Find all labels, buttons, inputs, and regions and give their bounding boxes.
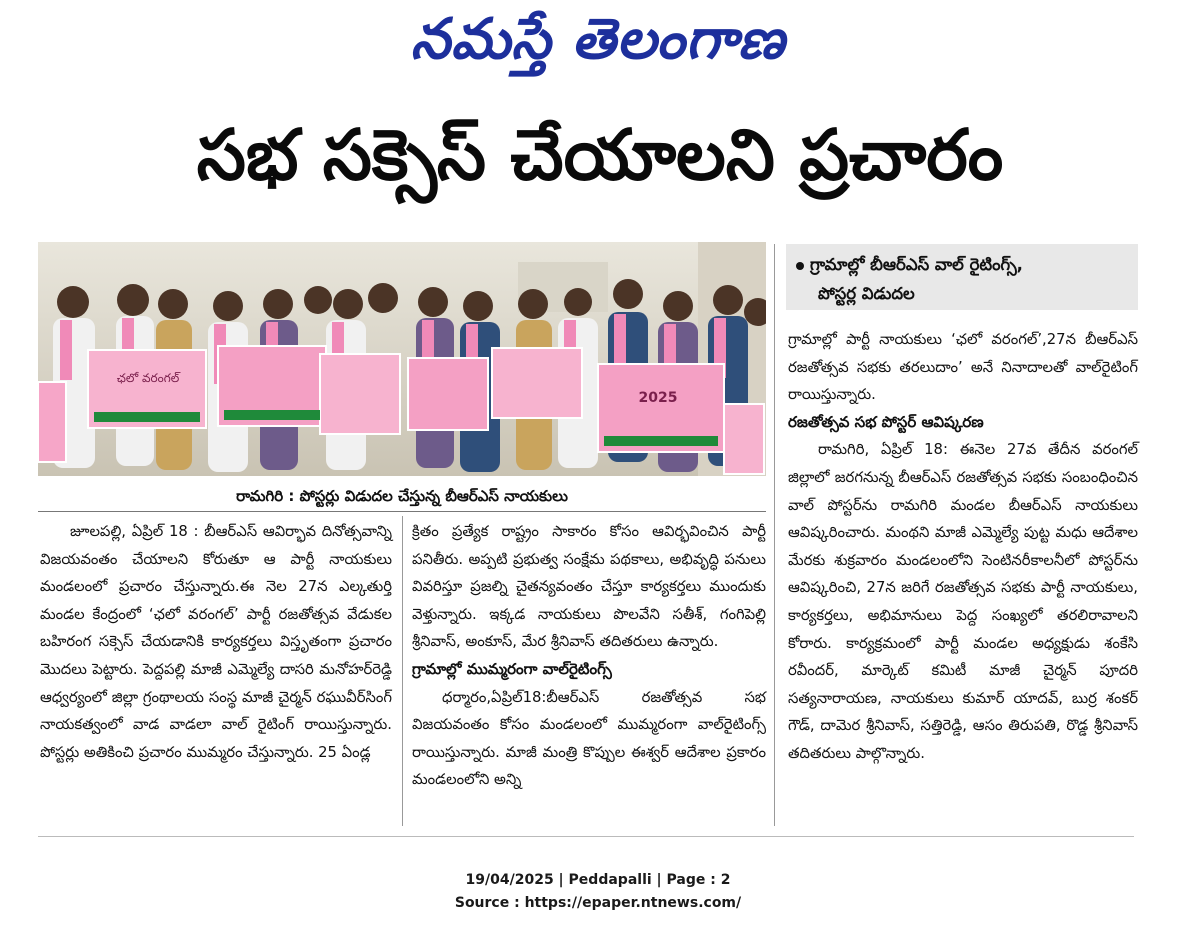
newspaper-masthead: నమస్తే తెలంగాణ (410, 6, 786, 72)
column-divider-2 (774, 244, 775, 826)
photo-caption: రామగిరి : పోస్టర్లు విడుదల చేస్తున్న బీఆర్ఎస్ నాయకులు (236, 487, 568, 505)
news-photo (38, 242, 766, 476)
article-column-3 (788, 326, 1138, 768)
column3-subhead: రజతోత్సవ సభ పోస్టర్ ఆవిష్కరణ (788, 412, 984, 431)
column2-subhead: గ్రామాల్లో ముమ్మరంగా వాల్‌రైటింగ్స్ (412, 659, 612, 678)
article-column-1 (40, 518, 392, 766)
column2-paragraph-1: క్రితం ప్రత్యేక రాష్ట్రం సాకారం కోసం ఆవిర్భవించిన పార్టీ పనితీరు. అప్పటి ప్రభుత్వ సంక్షేమ పథకాలు, అభివృద్ధి పనులు వివరిస్తూ ప్రజల్ని చైతన్యవంతం చేస్తూ కార్యకర్తలు ముందుకు వెళ్తున్నారు. ఇక్కడ నాయకులు పొలవేని సతీశ్, గంగిపెల్లి శ్రీనివాస్, అంకూస్, మేర శ్రీనివాస్ తదితరులు ఉన్నారు. (412, 523, 766, 651)
footer-divider (38, 836, 1134, 837)
poster-year: 2025 (638, 390, 678, 406)
bullet-icon (796, 262, 804, 270)
highlight-line-1: గ్రామాల్లో బీఆర్ఎస్ వాల్ రైటింగ్స్, (796, 250, 1132, 279)
column3-paragraph-1: గ్రామాల్లో పార్టీ నాయకులు ‘ఛలో వరంగల్’,27న బీఆర్ఎస్ రజతోత్సవ సభకు తరలుదాం’ అనే నినాదాలతో వాల్‌రైటింగ్ రాయిస్తున్నారు. (788, 331, 1138, 404)
footer-source: Source : https://epaper.ntnews.com/ (454, 895, 742, 911)
caption-divider (38, 511, 766, 512)
highlight-box (786, 244, 1138, 310)
column2-paragraph-2: ధర్మారం,ఏప్రిల్18:బీఆర్ఎస్ రజతోత్సవ సభ విజయవంతం కోసం మండలంలో ముమ్మరంగా వాల్‌రైటింగ్స్ రాయిస్తున్నారు. మాజీ మంత్రి కొప్పుల ఈశ్వర్ ఆదేశాల ప్రకారం మండలంలోని అన్ని (412, 688, 766, 789)
article-headline: సభ సక్సెస్ చేయాలని ప్రచారం (196, 114, 1004, 196)
column1-paragraph: జూలపల్లి, ఏప్రిల్ 18 : బీఆర్ఎస్ ఆవిర్భావ దినోత్సవాన్ని విజయవంతం చేయాలని కోరుతూ ఆ పార్టీ నాయకులు మండలంలో ప్రచారం చేస్తున్నారు.ఈ నెల 27న ఎల్కతుర్తి మండల కేంద్రంలో ‘ఛలో వరంగల్’ పార్టీ రజతోత్సవ వేడుకల బహిరంగ సక్సెస్ చేయడానికి కార్యకర్తలు విస్తృతంగా ప్రచారం మొదలు పెట్టారు. పెద్దపల్లి మాజీ ఎమ్మెల్యే దాసరి మనోహర్‌రెడ్డి ఆధ్వర్యంలో జిల్లా గ్రంథాలయ సంస్థ మాజీ చైర్మన్ రఘువీర్‌సింగ్ నాయకత్వంలో వాడ వాడలా వాల్ రైటింగ్ రాయిస్తున్నారు. పోస్టర్లు అతికించి ప్రచారం ముమ్మరం చేస్తున్నారు. 25 ఏండ్ల (40, 523, 392, 761)
poster-text: ఛలో వరంగల్ (116, 371, 180, 385)
column-divider-1 (402, 516, 403, 826)
article-column-2 (412, 518, 766, 794)
footer-date-edition: 19/04/2025 | Peddapalli | Page : 2 (465, 872, 731, 888)
column3-paragraph-2: రామగిరి, ఏప్రిల్ 18: ఈనెల 27వ తేదీన వరంగల్ జిల్లాలో జరగనున్న బీఆర్ఎస్ రజతోత్సవ సభకు సంబంధించిన వాల్ పోస్టర్‌ను రామగిరి మండల బీఆర్ఎస్ నాయకులు ఆవిష్కరించారు. మంథని మాజీ ఎమ్మెల్యే పుట్ట మధు ఆదేశాల మేరకు శుక్రవారం మండలంలోని సెంటినరీకాలనీలో పోస్టర్‌ను ఆవిష్కరించి, 27న జరిగే రజతోత్సవ సభకు పార్టీ నాయకులు, కార్యకర్తలు, అభిమానులు పెద్ద సంఖ్యలో తరలిరావాలని కోరారు. కార్యక్రమంలో పార్టీ మండల అధ్యక్షుడు శంకేసి రవీందర్, మార్కెట్ కమిటీ మాజీ చైర్మన్ పూదరి సత్యనారాయణ, నాయకులు కుమార్ యాదవ్, బుర్ర శంకర్ గౌడ్, దామెర శ్రీనివాస్, సత్తిరెడ్డి, ఆసం తిరుపతి, రొడ్డ శ్రీనివాస్ తదితరులు పాల్గొన్నారు. (788, 441, 1138, 762)
group-photo-illustration (38, 242, 766, 476)
highlight-line-2: పోస్టర్ల విడుదల (818, 284, 915, 303)
